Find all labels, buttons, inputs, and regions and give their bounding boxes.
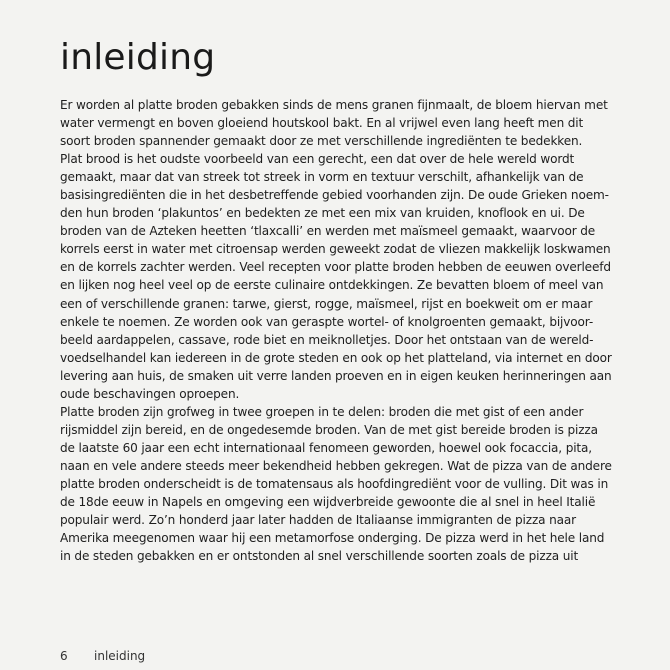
text-line: en lijken nog heel veel op de eerste culinaire ontdekkingen. Ze bevatten bloem of meel van bbox=[60, 278, 604, 293]
text-line: broden van de Azteken heetten ‘tlaxcalli’ en werden met maïsmeel gemaakt, waarvoor de bbox=[60, 224, 596, 239]
text-line: platte broden onderscheidt is de tomatensaus als hoofdingrediënt voor de vulling. Dit was in bbox=[60, 476, 609, 491]
text-line: de 18de eeuw in Napels en omgeving een wijdverbreide gewoonte die al snel in heel Italië bbox=[60, 495, 596, 510]
text-line: gemaakt, maar dat van streek tot streek in vorm en textuur verschilt, afhankelijk van de bbox=[60, 170, 584, 185]
text-line: naan en vele andere steeds meer bekendheid hebben gekregen. Wat de pizza van de andere bbox=[60, 458, 612, 473]
text-line: korrels eerst in water met citroensap werden geweekt zodat de vliezen makkelijk loskwamen bbox=[60, 242, 611, 257]
text-line: soort broden spannender gemaakt door ze met verschillende ingrediënten te bedekken. bbox=[60, 134, 583, 149]
text-line: beeld aardappelen, cassave, rode biet en meiknolletjes. Door het ontstaan van de wereld- bbox=[60, 332, 594, 347]
text-line: Amerika meegenomen waar hij een metamorfose onderging. De pizza werd in het hele land bbox=[60, 531, 605, 546]
text-line: basisingrediënten die in het desbetreffende gebied voorhanden zijn. De oude Grieken noem- bbox=[60, 188, 609, 203]
page-footer bbox=[60, 648, 145, 664]
text-line: den hun broden ‘plakuntos’ en bedekten ze met een mix van kruiden, knoflook en ui. De bbox=[60, 206, 585, 221]
body-text bbox=[60, 96, 660, 565]
text-line: in de steden gebakken en er ontstonden al snel verschillende soorten zoals de pizza uit bbox=[60, 549, 579, 564]
text-line: Platte broden zijn grofweg in twee groepen in te delen: broden die met gist of een ander bbox=[60, 404, 584, 419]
text-line: enkele te noemen. Ze worden ook van geraspte wortel- of knolgroenten gemaakt, bijvoor- bbox=[60, 314, 594, 329]
page-title: inleiding bbox=[60, 37, 216, 78]
page-number: 6 bbox=[60, 649, 68, 663]
text-line: oude beschavingen oproepen. bbox=[60, 386, 240, 401]
text-line: de laatste 60 jaar een echt internationaal fenomeen geworden, hoewel ook focaccia, pita, bbox=[60, 440, 592, 455]
text-line: water vermengt en boven gloeiend houtskool bakt. En al vrijwel even lang heeft men dit bbox=[60, 116, 584, 131]
running-title: inleiding bbox=[94, 649, 146, 663]
text-line: populair werd. Zo’n honderd jaar later hadden de Italiaanse immigranten de pizza naar bbox=[60, 513, 576, 528]
text-line: Plat brood is het oudste voorbeeld van een gerecht, een dat over de hele wereld wordt bbox=[60, 152, 575, 167]
text-line: Er worden al platte broden gebakken sinds de mens granen fijnmaalt, de bloem hiervan met bbox=[60, 98, 608, 112]
text-line: en de korrels zachter werden. Veel recepten voor platte broden hebben de eeuwen overleefd bbox=[60, 260, 611, 275]
text-line: levering aan huis, de smaken uit verre landen proeven en in eigen keuken herinneringen aan bbox=[60, 368, 612, 383]
text-line: rijsmiddel zijn bereid, en de ongedesemde broden. Van de met gist bereide broden is pizza bbox=[60, 422, 598, 437]
text-line: een of verschillende granen: tarwe, gierst, rogge, maïsmeel, rijst en boekweit om er maar bbox=[60, 296, 593, 311]
text-line: voedselhandel kan iedereen in de grote steden en ook op het platteland, via internet en door bbox=[60, 350, 612, 365]
